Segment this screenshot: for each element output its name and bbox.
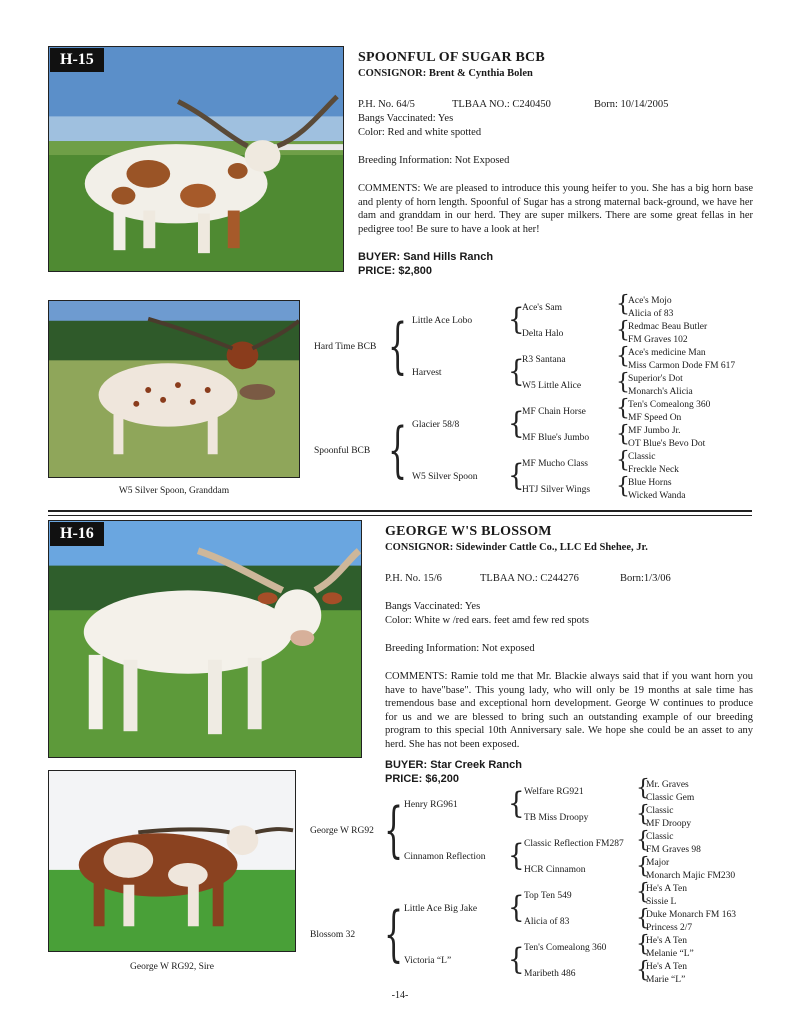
pedigree-brace: { bbox=[508, 786, 525, 822]
pedigree-ancestor: Little Ace Big Jake bbox=[404, 904, 478, 914]
pedigree-ancestor: W5 Silver Spoon bbox=[412, 472, 478, 482]
pedigree-brace: { bbox=[636, 828, 650, 853]
pedigree-ancestor: FM Graves 98 bbox=[646, 845, 701, 855]
cattle-photo-relative bbox=[48, 300, 300, 478]
pedigree-ancestor: Glacier 58/8 bbox=[412, 420, 460, 430]
consignor: CONSIGNOR: Sidewinder Cattle Co., LLC Ed Shehee, Jr. bbox=[385, 542, 648, 553]
lot-title: GEORGE W'S BLOSSOM bbox=[385, 524, 552, 539]
pedigree-ancestor: Marie “L” bbox=[646, 975, 686, 985]
pedigree-ancestor: Ace's Mojo bbox=[628, 296, 672, 306]
pedigree-ancestor: MF Blue's Jumbo bbox=[522, 433, 590, 443]
pedigree-brace: { bbox=[616, 396, 630, 421]
section-divider bbox=[48, 510, 752, 512]
pedigree-dam: Spoonful BCB bbox=[314, 446, 371, 456]
pedigree-ancestor: Miss Carmon Dode FM 617 bbox=[628, 361, 736, 371]
pedigree-ancestor: OT Blue's Bevo Dot bbox=[628, 439, 706, 449]
pedigree-brace: { bbox=[616, 422, 630, 447]
pedigree-brace: { bbox=[384, 900, 404, 970]
pedigree-brace: { bbox=[508, 406, 525, 442]
pedigree-brace: { bbox=[508, 942, 525, 978]
comments: COMMENTS: We are pleased to introduce this young heifer to you. She has a big horn base and plenty of horn length. Spoonful of Sugar has a strong maternal back-ground, we have her dam and granddam in our herd. They are super milkers. There are some great fellas in her pedigree too! Be sure to have a look at her! bbox=[358, 183, 753, 235]
lot-number-badge: H-16 bbox=[50, 522, 104, 546]
pedigree-brace: { bbox=[636, 906, 650, 931]
pedigree-sire: Hard Time BCB bbox=[314, 342, 377, 352]
pedigree-ancestor: He's A Ten bbox=[646, 962, 687, 972]
cattle-photo-main bbox=[48, 46, 344, 272]
pedigree-ancestor: He's A Ten bbox=[646, 936, 687, 946]
pedigree-ancestor: Classic Reflection FM287 bbox=[524, 839, 624, 849]
pedigree-ancestor: Melanie “L” bbox=[646, 949, 694, 959]
pedigree-ancestor: Cinnamon Reflection bbox=[404, 852, 486, 862]
pedigree-ancestor: MF Droopy bbox=[646, 819, 692, 829]
photo-caption: W5 Silver Spoon, Granddam bbox=[118, 486, 230, 496]
ph-number: P.H. No. 64/5 bbox=[358, 99, 415, 110]
pedigree-ancestor: HTJ Silver Wings bbox=[522, 485, 591, 495]
pedigree-ancestor: Classic bbox=[646, 832, 674, 842]
pedigree-ancestor: Sissie L bbox=[646, 897, 677, 907]
pedigree-ancestor: Superior's Dot bbox=[628, 374, 683, 384]
pedigree-brace: { bbox=[616, 292, 630, 317]
buyer: BUYER: Sand Hills Ranch bbox=[358, 251, 494, 263]
pedigree-brace: { bbox=[636, 880, 650, 905]
consignor: CONSIGNOR: Brent & Cynthia Bolen bbox=[358, 68, 533, 79]
pedigree-ancestor: MF Chain Horse bbox=[522, 407, 586, 417]
pedigree-brace: { bbox=[636, 854, 650, 879]
pedigree-ancestor: Princess 2/7 bbox=[646, 923, 693, 933]
pedigree-brace: { bbox=[636, 802, 650, 827]
pedigree-ancestor: R3 Santana bbox=[522, 355, 566, 365]
pedigree-brace: { bbox=[616, 318, 630, 343]
breeding-info: Breeding Information: Not Exposed bbox=[358, 155, 510, 166]
pedigree-ancestor: Top Ten 549 bbox=[524, 891, 572, 901]
lot-title: SPOONFUL OF SUGAR BCB bbox=[358, 50, 545, 65]
buyer: BUYER: Star Creek Ranch bbox=[385, 759, 522, 771]
pedigree-ancestor: Victoria “L” bbox=[404, 956, 452, 966]
pedigree-brace: { bbox=[636, 958, 650, 983]
pedigree-brace: { bbox=[508, 838, 525, 874]
pedigree-ancestor: Freckle Neck bbox=[628, 465, 679, 475]
price: PRICE: $2,800 bbox=[358, 265, 432, 277]
pedigree-brace: { bbox=[636, 776, 650, 801]
tlbaa-number: TLBAA NO.: C244276 bbox=[480, 573, 579, 584]
pedigree-ancestor: HCR Cinnamon bbox=[524, 865, 586, 875]
born-date: Born:1/3/06 bbox=[620, 573, 671, 584]
pedigree-ancestor: Duke Monarch FM 163 bbox=[646, 910, 736, 920]
color: Color: Red and white spotted bbox=[358, 127, 482, 138]
pedigree-ancestor: Redmac Beau Butler bbox=[628, 322, 708, 332]
pedigree-ancestor: Little Ace Lobo bbox=[412, 316, 473, 326]
pedigree-brace: { bbox=[636, 932, 650, 957]
pedigree-brace: { bbox=[388, 416, 408, 486]
pedigree-brace: { bbox=[508, 890, 525, 926]
pedigree-ancestor: Ace's medicine Man bbox=[628, 348, 706, 358]
pedigree-brace: { bbox=[616, 344, 630, 369]
photo-caption: George W RG92, Sire bbox=[130, 962, 214, 972]
cattle-photo-relative bbox=[48, 770, 296, 952]
breeding-info: Breeding Information: Not exposed bbox=[385, 643, 535, 654]
pedigree-brace: { bbox=[388, 312, 408, 382]
pedigree-ancestor: Classic bbox=[628, 452, 656, 462]
pedigree-dam: Blossom 32 bbox=[310, 930, 356, 940]
pedigree-ancestor: TB Miss Droopy bbox=[524, 813, 589, 823]
pedigree-ancestor: MF Mucho Class bbox=[522, 459, 588, 469]
pedigree-ancestor: Welfare RG921 bbox=[524, 787, 584, 797]
price: PRICE: $6,200 bbox=[385, 773, 459, 785]
pedigree-ancestor: MF Jumbo Jr. bbox=[628, 426, 681, 436]
pedigree-ancestor: Ten's Comealong 360 bbox=[524, 943, 607, 953]
pedigree-sire: George W RG92 bbox=[310, 826, 374, 836]
pedigree-ancestor: He's A Ten bbox=[646, 884, 687, 894]
pedigree-ancestor: FM Graves 102 bbox=[628, 335, 688, 345]
bangs-vaccinated: Bangs Vaccinated: Yes bbox=[358, 113, 454, 124]
pedigree-ancestor: Alicia of 83 bbox=[628, 309, 674, 319]
lot-number-badge: H-15 bbox=[50, 48, 104, 72]
pedigree-ancestor: Alicia of 83 bbox=[524, 917, 570, 927]
color: Color: White w /red ears. feet amd few red spots bbox=[385, 615, 589, 626]
pedigree-ancestor: Mr. Graves bbox=[646, 780, 689, 790]
pedigree-brace: { bbox=[616, 474, 630, 499]
pedigree-brace: { bbox=[508, 458, 525, 494]
pedigree-ancestor: W5 Little Alice bbox=[522, 381, 582, 391]
pedigree-ancestor: Major bbox=[646, 858, 670, 868]
pedigree-ancestor: Ace's Sam bbox=[522, 303, 562, 313]
pedigree-ancestor: Delta Halo bbox=[522, 329, 564, 339]
tlbaa-number: TLBAA NO.: C240450 bbox=[452, 99, 551, 110]
cattle-photo-main bbox=[48, 520, 362, 758]
pedigree-ancestor: Ten's Comealong 360 bbox=[628, 400, 711, 410]
pedigree-ancestor: Monarch Majic FM230 bbox=[646, 871, 736, 881]
section-divider bbox=[48, 515, 752, 516]
pedigree-ancestor: Classic bbox=[646, 806, 674, 816]
pedigree-ancestor: Harvest bbox=[412, 368, 442, 378]
pedigree-brace: { bbox=[508, 354, 525, 390]
ph-number: P.H. No. 15/6 bbox=[385, 573, 442, 584]
pedigree-ancestor: Blue Horns bbox=[628, 478, 672, 488]
pedigree-brace: { bbox=[384, 796, 404, 866]
pedigree-ancestor: Wicked Wanda bbox=[628, 491, 686, 501]
pedigree-brace: { bbox=[616, 448, 630, 473]
page-number: -14- bbox=[391, 990, 409, 1001]
comments: COMMENTS: Ramie told me that Mr. Blackie always said that if you want horn you have to have"base". This young lady, who will only be 19 months at sale time has tremendous base and exceptional horn development. George W continues to produce for us and we are blessed to bring such an outstanding example of our breeding program to this special 10th Anniversary sale. We hope she could be an asset to any herd. She has not been exposed. bbox=[385, 671, 753, 750]
pedigree-ancestor: Henry RG961 bbox=[404, 800, 458, 810]
pedigree-brace: { bbox=[616, 370, 630, 395]
pedigree-ancestor: Classic Gem bbox=[646, 793, 695, 803]
pedigree-ancestor: Maribeth 486 bbox=[524, 969, 576, 979]
pedigree-ancestor: MF Speed On bbox=[628, 413, 682, 423]
pedigree-ancestor: Monarch's Alicia bbox=[628, 387, 693, 397]
bangs-vaccinated: Bangs Vaccinated: Yes bbox=[385, 601, 481, 612]
born-date: Born: 10/14/2005 bbox=[594, 99, 669, 110]
pedigree-brace: { bbox=[508, 302, 525, 338]
